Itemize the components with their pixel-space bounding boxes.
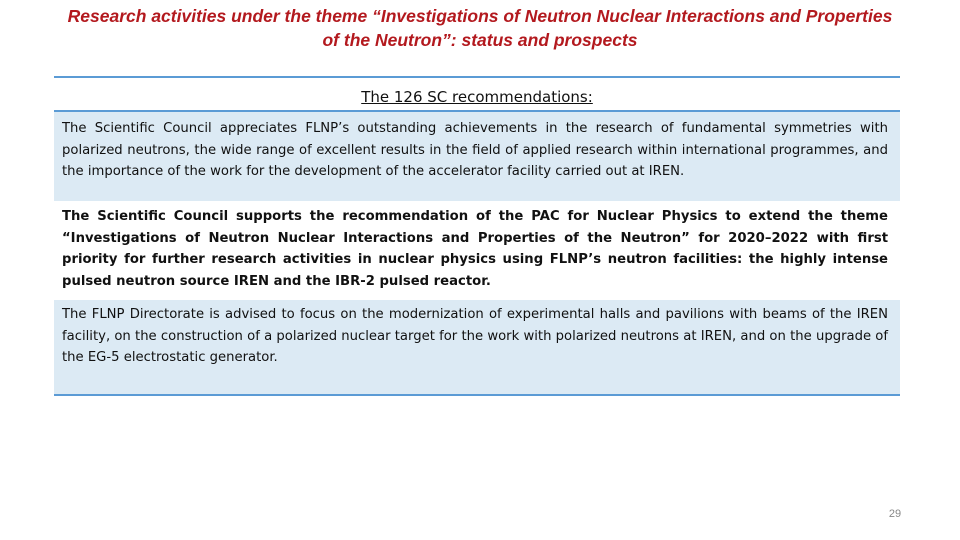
recommendation-row: The Scientific Council appreciates FLNP’s outstanding achievements in the research of fundamental symmetries with polarized neutrons, the wide range of excellent results in the field of applied research within international programmes, and the importance of the work for the development of the accelerator facility carried out at IREN. bbox=[54, 112, 900, 201]
recommendation-row: The Scientific Council supports the recommendation of the PAC for Nuclear Physics to extend the theme “Investigations of Neutron Nuclear Interactions and Properties of the Neutron” for 2020–2022 with first priority for further research activities in nuclear physics using FLNP’s neutron facilities: the highly intense pulsed neutron source IREN and the IBR-2 pulsed reactor. bbox=[54, 201, 900, 300]
page-number: 29 bbox=[888, 508, 902, 520]
slide-title-line-2: of the Neutron”: status and prospects bbox=[322, 30, 638, 50]
slide-title bbox=[0, 4, 960, 52]
recommendations-header: The 126 SC recommendations: bbox=[54, 78, 900, 112]
recommendations-table bbox=[54, 76, 900, 396]
recommendation-row: The FLNP Directorate is advised to focus on the modernization of experimental halls and pavilions with beams of the IREN facility, on the construction of a polarized nuclear target for the work with polarized neutrons at IREN, and on the upgrade of the EG-5 electrostatic generator. bbox=[54, 300, 900, 394]
slide-title-line-1: Research activities under the theme “Investigations of Neutron Nuclear Interactions and Properties bbox=[67, 6, 893, 26]
